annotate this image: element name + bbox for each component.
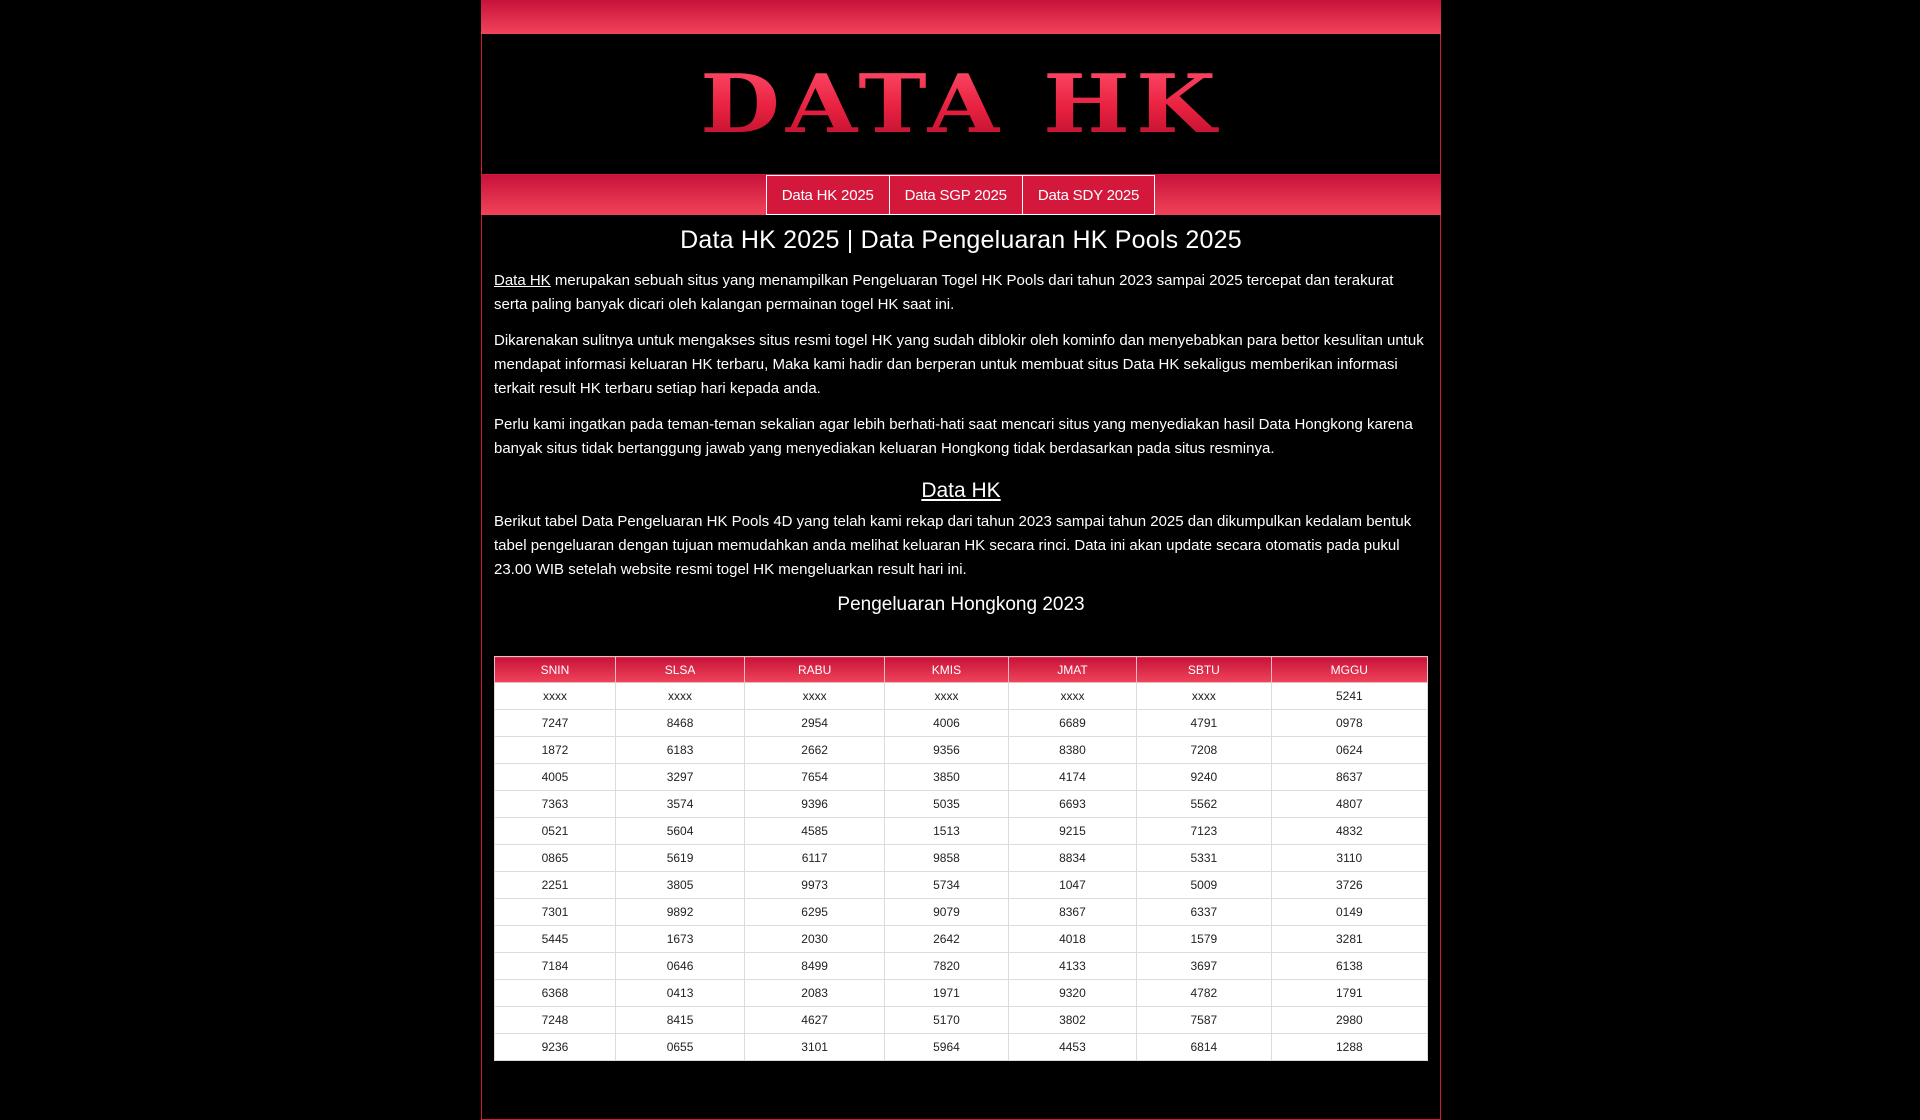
table-cell: 2083 (745, 980, 885, 1007)
table-row (495, 845, 1428, 872)
table-cell: 1791 (1271, 980, 1427, 1007)
table-cell: 8499 (745, 953, 885, 980)
table-cell: 6368 (495, 980, 616, 1007)
table-cell: 1872 (495, 737, 616, 764)
table-cell: 1513 (885, 818, 1009, 845)
table-cell: xxxx (1137, 683, 1272, 710)
table-cell: 4791 (1137, 710, 1272, 737)
table-cell: 3101 (745, 1034, 885, 1061)
table-cell: 3281 (1271, 926, 1427, 953)
table-cell: 0521 (495, 818, 616, 845)
table-cell: 3574 (615, 791, 744, 818)
table-cell: 1971 (885, 980, 1009, 1007)
table-cell: 5009 (1137, 872, 1272, 899)
table-cell: 9320 (1008, 980, 1136, 1007)
table-cell: 7654 (745, 764, 885, 791)
table-cell: 8367 (1008, 899, 1136, 926)
table-row (495, 683, 1428, 710)
column-header: JMAT (1008, 657, 1136, 683)
paragraph-4: Berikut tabel Data Pengeluaran HK Pools 4D yang telah kami rekap dari tahun 2023 sampai tahun 2025 dan dikumpulkan kedalam bentuk tabel pengeluaran dengan tujuan memudahkan anda melihat keluaran HK secara rinci. Data ini akan update secara otomatis pada pukul 23.00 WIB setelah website resmi togel HK mengeluarkan result hari ini. (494, 513, 1412, 578)
table-cell: 2662 (745, 737, 885, 764)
data-hk-link[interactable]: Data HK (494, 272, 551, 289)
table-cell: 2030 (745, 926, 885, 953)
table-cell: 2642 (885, 926, 1009, 953)
table-row (495, 1007, 1428, 1034)
column-header: SBTU (1137, 657, 1272, 683)
site-logo[interactable]: DATA HK (700, 56, 1222, 152)
table-cell: 5445 (495, 926, 616, 953)
table-cell: 3726 (1271, 872, 1427, 899)
table-cell: 4585 (745, 818, 885, 845)
column-header: RABU (745, 657, 885, 683)
table-row (495, 1034, 1428, 1061)
table-cell: 9396 (745, 791, 885, 818)
table-cell: 3802 (1008, 1007, 1136, 1034)
table-cell: 7363 (495, 791, 616, 818)
table-cell: 8415 (615, 1007, 744, 1034)
table-row (495, 872, 1428, 899)
table-cell: 9079 (885, 899, 1009, 926)
table-cell: 8380 (1008, 737, 1136, 764)
table-cell: 7301 (495, 899, 616, 926)
table-row (495, 791, 1428, 818)
table-cell: 0978 (1271, 710, 1427, 737)
table-cell: 5619 (615, 845, 744, 872)
table-cell: 3805 (615, 872, 744, 899)
table-cell: 1288 (1271, 1034, 1427, 1061)
table-cell: 6138 (1271, 953, 1427, 980)
table-cell: 7248 (495, 1007, 616, 1034)
paragraph-2: Dikarenakan sulitnya untuk mengakses situs resmi togel HK yang sudah diblokir oleh kominfo dan menyebabkan para bettor kesulitan untuk mendapat informasi keluaran HK terbaru, Maka kami hadir dan berperan untuk membuat situs Data HK sekaligus memberikan informasi terkait result HK terbaru setiap hari kepada anda. (494, 332, 1424, 397)
table-cell: 6117 (745, 845, 885, 872)
table-cell: 3697 (1137, 953, 1272, 980)
table-cell: 1579 (1137, 926, 1272, 953)
table-cell: 0413 (615, 980, 744, 1007)
table-body (495, 683, 1428, 1061)
table-row (495, 764, 1428, 791)
table-row (495, 818, 1428, 845)
table-cell: 5331 (1137, 845, 1272, 872)
nav-item-data-hk[interactable]: Data HK 2025 (766, 175, 890, 215)
table-cell: 1047 (1008, 872, 1136, 899)
table-cell: 7820 (885, 953, 1009, 980)
table-cell: 4018 (1008, 926, 1136, 953)
column-header: KMIS (885, 657, 1009, 683)
table-cell: 9356 (885, 737, 1009, 764)
table-cell: 4174 (1008, 764, 1136, 791)
table-cell: 4627 (745, 1007, 885, 1034)
table-cell: 9236 (495, 1034, 616, 1061)
main-nav (481, 175, 1441, 215)
results-table (494, 656, 1428, 1061)
table-cell: 5734 (885, 872, 1009, 899)
top-bar (481, 0, 1441, 34)
table-cell: 8468 (615, 710, 744, 737)
table-cell: 4133 (1008, 953, 1136, 980)
page-container (481, 0, 1441, 1080)
table-cell: xxxx (885, 683, 1009, 710)
table-cell: 8834 (1008, 845, 1136, 872)
table-cell: 6337 (1137, 899, 1272, 926)
section-heading (494, 479, 1428, 503)
table-cell: 9240 (1137, 764, 1272, 791)
nav-item-data-sgp[interactable]: Data SGP 2025 (889, 175, 1023, 215)
table-cell: 4832 (1271, 818, 1427, 845)
table-row (495, 710, 1428, 737)
table-row (495, 926, 1428, 953)
table-cell: 4005 (495, 764, 616, 791)
table-cell: 6814 (1137, 1034, 1272, 1061)
table-cell: xxxx (745, 683, 885, 710)
table-cell: 0646 (615, 953, 744, 980)
table-cell: 0655 (615, 1034, 744, 1061)
table-cell: 2980 (1271, 1007, 1427, 1034)
table-cell: 8637 (1271, 764, 1427, 791)
site-header (481, 34, 1441, 175)
table-cell: 1673 (615, 926, 744, 953)
table-cell: 3297 (615, 764, 744, 791)
intro-paragraph (494, 269, 1428, 317)
table-cell: 7587 (1137, 1007, 1272, 1034)
section-heading-link[interactable]: Data HK (921, 479, 1001, 502)
main-content (481, 215, 1441, 1120)
table-cell: 5562 (1137, 791, 1272, 818)
paragraph-3: Perlu kami ingatkan pada teman-teman sekalian agar lebih berhati-hati saat mencari situs yang menyediakan hasil Data Hongkong karena banyak situs tidak bertanggung jawab yang menyediakan keluaran Hongkong tidak berdasarkan pada situs resminya. (494, 416, 1413, 457)
table-cell: 4006 (885, 710, 1009, 737)
table-cell: 5035 (885, 791, 1009, 818)
table-cell: 5604 (615, 818, 744, 845)
table-row (495, 899, 1428, 926)
table-cell: 2954 (745, 710, 885, 737)
table-cell: 3850 (885, 764, 1009, 791)
table-cell: 6183 (615, 737, 744, 764)
table-cell: 2251 (495, 872, 616, 899)
page-title: Data HK 2025 | Data Pengeluaran HK Pools 2025 (680, 226, 1242, 254)
table-header-row (495, 657, 1428, 683)
table-row (495, 737, 1428, 764)
table-row (495, 980, 1428, 1007)
table-cell: 9892 (615, 899, 744, 926)
table-cell: 0149 (1271, 899, 1427, 926)
table-cell: xxxx (615, 683, 744, 710)
table-cell: 7184 (495, 953, 616, 980)
table-cell: 4453 (1008, 1034, 1136, 1061)
nav-item-data-sdy[interactable]: Data SDY 2025 (1022, 175, 1155, 215)
table-cell: 0865 (495, 845, 616, 872)
column-header: SLSA (615, 657, 744, 683)
table-cell: xxxx (1008, 683, 1136, 710)
table-row (495, 953, 1428, 980)
table-cell: 0624 (1271, 737, 1427, 764)
table-cell: 4807 (1271, 791, 1427, 818)
table-cell: 9215 (1008, 818, 1136, 845)
column-header: MGGU (1271, 657, 1427, 683)
table-cell: 5964 (885, 1034, 1009, 1061)
table-cell: 6689 (1008, 710, 1136, 737)
table-cell: 7208 (1137, 737, 1272, 764)
table-cell: 4782 (1137, 980, 1272, 1007)
table-cell: 7247 (495, 710, 616, 737)
table-cell: 7123 (1137, 818, 1272, 845)
intro-text: merupakan sebuah situs yang menampilkan Pengeluaran Togel HK Pools dari tahun 2023 sampai 2025 tercepat dan terakurat serta paling banyak dicari oleh kalangan permainan togel HK saat ini. (494, 272, 1394, 313)
table-cell: 5241 (1271, 683, 1427, 710)
table-cell: 5170 (885, 1007, 1009, 1034)
table-cell: 3110 (1271, 845, 1427, 872)
table-title: Pengeluaran Hongkong 2023 (837, 594, 1085, 615)
table-cell: xxxx (495, 683, 616, 710)
table-cell: 6693 (1008, 791, 1136, 818)
table-cell: 6295 (745, 899, 885, 926)
table-cell: 9858 (885, 845, 1009, 872)
table-cell: 9973 (745, 872, 885, 899)
column-header: SNIN (495, 657, 616, 683)
